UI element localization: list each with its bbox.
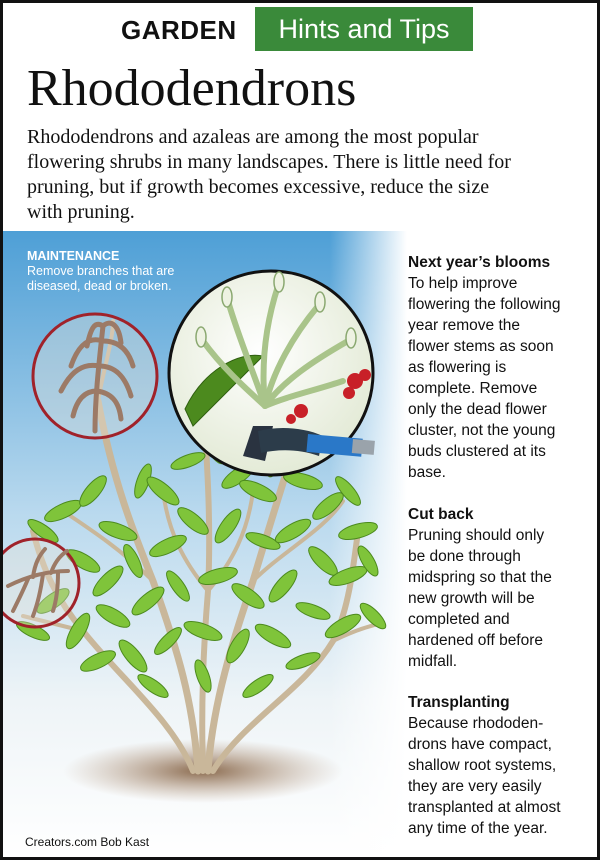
section-tag-label: Hints and Tips [278,14,450,44]
tip-line: shallow root systems, [408,757,557,774]
tip-line: completed and [408,611,510,628]
intro-line: pruning, but if growth becomes excessive, reduce the size [27,176,490,198]
tip-line: as flowering is [408,359,507,376]
maintenance-heading: MAINTENANCE [27,249,120,263]
tip-line: they are very easily [408,778,542,795]
tip-line: new growth will be [408,590,535,607]
tip-body [408,273,600,483]
tip-transplanting [408,693,600,839]
tip-body [408,713,600,839]
tip-line: midfall. [408,653,458,670]
header [3,3,597,55]
page-title: Rhododendrons [27,60,357,117]
detail-circle-top [33,314,157,438]
tip-line: only the dead flower [408,401,547,418]
tip-line: hardened off before [408,632,544,649]
tip-line: Because rhododen- [408,715,544,732]
tip-line: complete. Remove [408,380,538,397]
section-label: GARDEN [121,15,237,45]
intro-paragraph [27,125,587,225]
tip-line: be done through [408,548,521,565]
tip-cut-back [408,505,600,672]
detail-inset-circle [169,271,375,475]
maintenance-line: Remove branches that are [27,264,175,278]
intro-line: with pruning. [27,201,135,223]
tip-line: year remove the [408,317,520,334]
tip-heading: Transplanting [408,694,510,711]
maintenance-line: diseased, dead or broken. [27,279,172,293]
tip-heading: Cut back [408,506,474,523]
tip-body [408,525,600,672]
illustration-credit: Creators.com Bob Kast [25,835,150,849]
tip-next-years-blooms [408,253,600,483]
tip-line: flower stems as soon [408,338,554,355]
tip-line: cluster, not the young [408,422,556,439]
tip-heading: Next year’s blooms [408,254,551,271]
tip-line: transplanted at almost [408,799,561,816]
tip-line: any time of the year. [408,820,548,837]
tip-line: base. [408,464,446,481]
detail-circle-left [3,539,79,627]
maintenance-caption [27,249,247,294]
intro-line: flowering shrubs in many landscapes. There is little need for [27,151,511,173]
section-tag [255,7,473,51]
tip-line: buds clustered at its [408,443,546,460]
tip-line: To help improve [408,275,518,292]
tip-line: drons have compact, [408,736,552,753]
tip-line: midspring so that the [408,569,552,586]
intro-line: Rhododendrons and azaleas are among the most popular [27,126,479,148]
tip-line: flowering the following [408,296,561,313]
tip-line: Pruning should only [408,527,545,544]
